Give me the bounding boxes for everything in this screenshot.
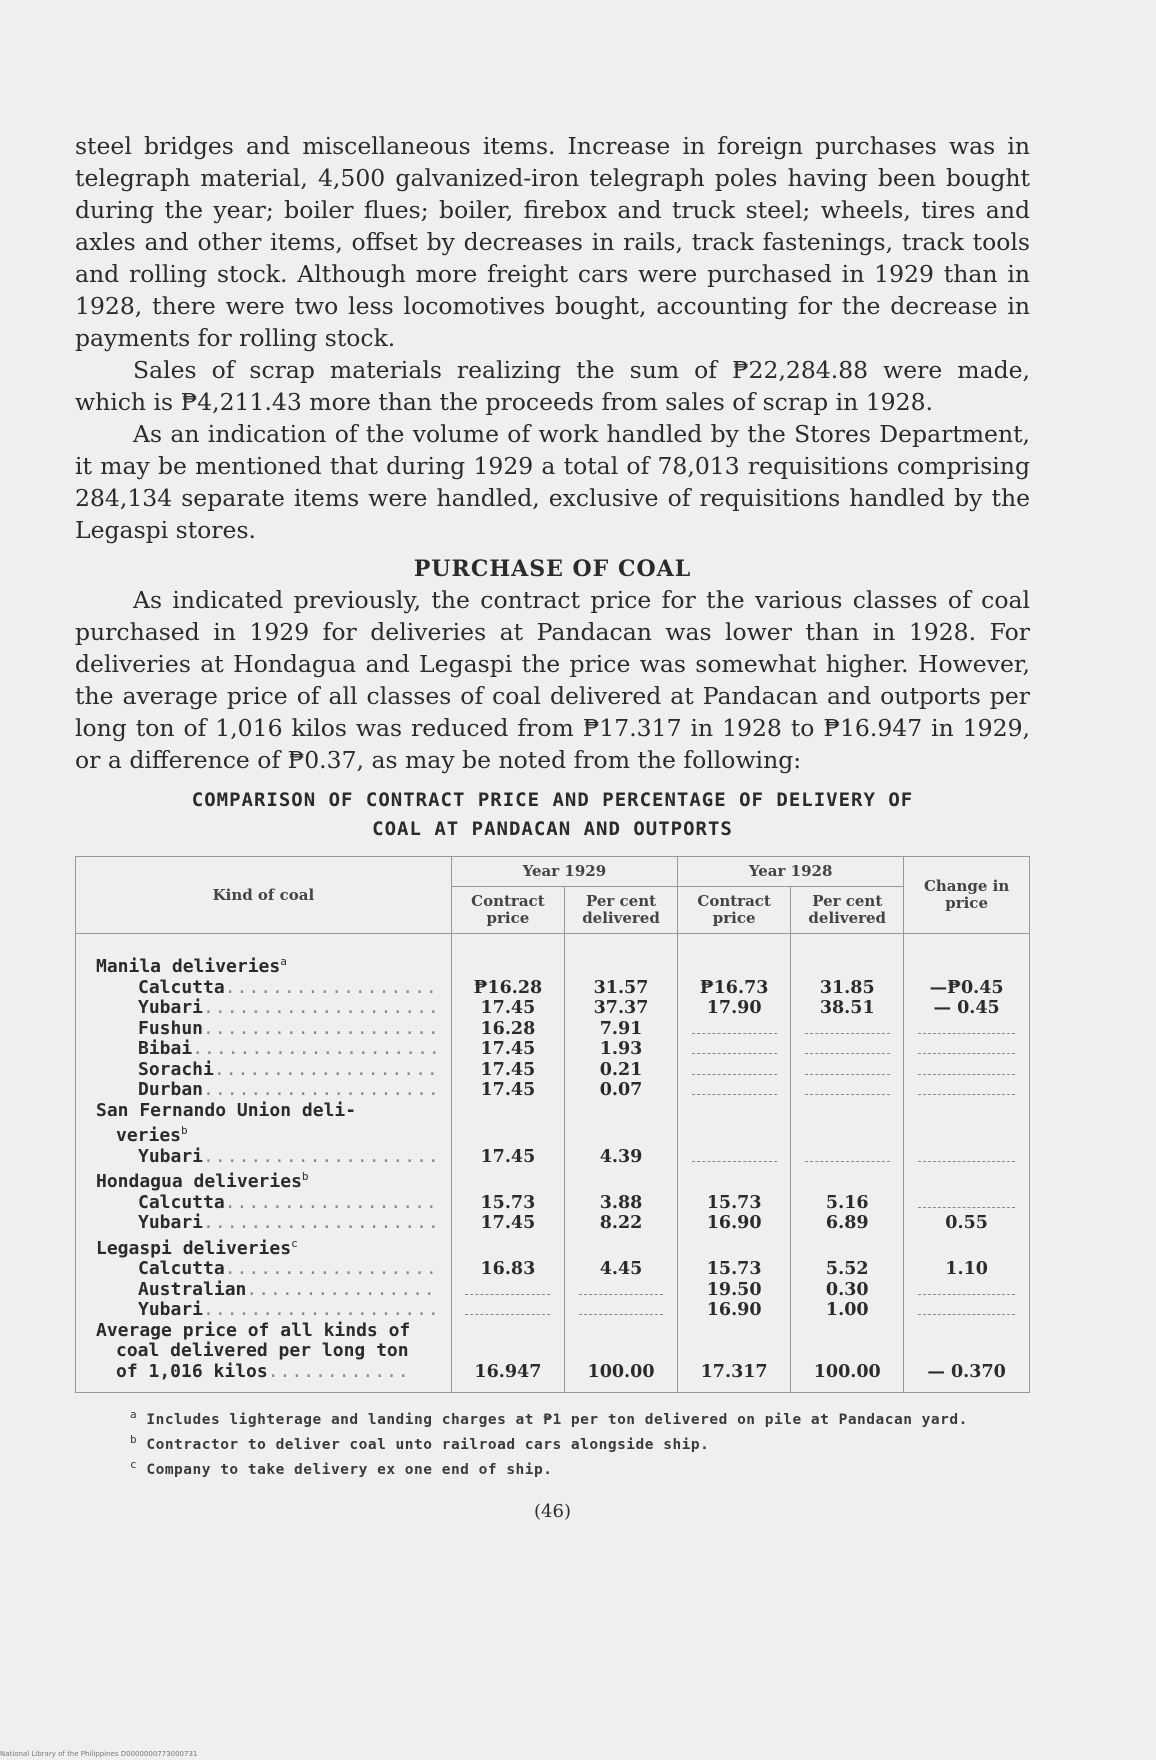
header-contract-price-1928: Contract price [678, 887, 791, 934]
coal-kind-label: Bibai [138, 1038, 193, 1059]
coal-kind-label: Calcutta [138, 1258, 225, 1279]
per-cent-1929: 37.37 [565, 998, 678, 1019]
dash-leader [805, 1151, 890, 1162]
contract-price-1929: 17.45 [451, 998, 564, 1019]
coal-kind-label: veries [116, 1125, 182, 1146]
dot-leader: .................... [203, 1079, 440, 1100]
dash-leader [692, 1043, 777, 1054]
coal-kind-cell [76, 1167, 452, 1193]
coal-kind-label: Legaspi deliveries [96, 1237, 292, 1259]
footnote-mark: c [291, 1236, 298, 1250]
change-in-price [904, 1167, 1030, 1193]
coal-kind-label: Hondagua deliveries [96, 1171, 302, 1192]
change-in-price: — 0.45 [904, 998, 1030, 1019]
section-title: PURCHASE OF COAL [413, 556, 692, 582]
dash-leader [692, 1023, 777, 1034]
dash-leader [805, 1064, 890, 1075]
coal-kind-cell [76, 1147, 452, 1168]
contract-price-1928: 16.90 [678, 1300, 791, 1321]
contract-price-1929: 16.947 [451, 1362, 564, 1393]
change-in-price [904, 1300, 1030, 1321]
dash-leader [579, 1304, 664, 1315]
table-row [76, 1234, 1030, 1260]
change-in-price [904, 1147, 1030, 1168]
per-cent-1928: 6.89 [791, 1213, 904, 1234]
dot-leader: .................... [203, 1017, 440, 1039]
per-cent-1928: 100.00 [791, 1362, 904, 1393]
per-cent-1928 [791, 1101, 904, 1122]
dash-leader [918, 1197, 1014, 1208]
table-row [76, 1019, 1030, 1040]
coal-table-body [76, 934, 1030, 1393]
table-row [76, 1300, 1030, 1321]
contract-price-1929: 17.45 [451, 1147, 564, 1168]
footnotes [75, 1405, 1030, 1479]
table-row [76, 1362, 1030, 1393]
table-row [76, 1193, 1030, 1214]
contract-price-1928: 19.50 [678, 1280, 791, 1301]
coal-table [75, 856, 1030, 1393]
contract-price-1928: 16.90 [678, 1213, 791, 1234]
contract-price-1928 [678, 1341, 791, 1362]
contract-price-1928 [678, 934, 791, 978]
coal-kind-cell [76, 1213, 452, 1234]
contract-price-1928 [678, 1121, 791, 1147]
change-in-price [904, 1060, 1030, 1081]
table-row [76, 1321, 1030, 1342]
contract-price-1928 [678, 1167, 791, 1193]
page [75, 130, 1030, 1522]
per-cent-1929: 31.57 [565, 978, 678, 999]
coal-kind-label: Yubari [138, 1212, 204, 1233]
change-in-price [904, 1080, 1030, 1101]
dash-leader [918, 1043, 1014, 1054]
per-cent-1929 [565, 1280, 678, 1301]
coal-kind-label: Yubari [138, 1299, 204, 1320]
dash-leader [805, 1043, 890, 1054]
contract-price-1929 [451, 1341, 564, 1362]
coal-kind-label: Durban [138, 1079, 204, 1100]
table-row [76, 1213, 1030, 1234]
table-row [76, 1167, 1030, 1193]
per-cent-1929: 7.91 [565, 1019, 678, 1040]
page-number: (46) [534, 1501, 571, 1523]
contract-price-1929 [451, 1321, 564, 1342]
per-cent-1929: 1.93 [565, 1039, 678, 1060]
paragraph-3: As an indication of the volume of work handled by the Stores Department, it may be mentioned that during 1929 a total of 78,013 requisitions comprising 284,134 separate items were handled, exclusive of requisitions handled by the Legaspi stores. [75, 420, 1030, 544]
paragraph-1: steel bridges and miscellaneous items. Increase in foreign purchases was in telegraph material, 4,500 galvanized-iron telegraph poles having been bought during the year; boiler flues; boiler, firebox and truck steel; wheels, tires and axles and other items, offset by decreases in rails, track fastenings, track tools and rolling stock. Although more freight cars were purchased in 1929 than in 1928, there were two less locomotives bought, accounting for the decrease in payments for rolling stock. [75, 132, 1030, 352]
contract-price-1929: 17.45 [451, 1039, 564, 1060]
coal-kind-label: Calcutta [138, 976, 225, 998]
contract-price-1928: ₱16.73 [678, 978, 791, 999]
coal-kind-cell [76, 1121, 452, 1147]
dash-leader [805, 1084, 890, 1095]
table-row [76, 1280, 1030, 1301]
dot-leader: .................... [203, 1212, 440, 1233]
table-row [76, 1039, 1030, 1060]
coal-kind-cell [76, 934, 452, 978]
dot-leader: ............ [267, 1360, 410, 1382]
coal-kind-cell [76, 1259, 452, 1280]
per-cent-1929: 0.21 [565, 1060, 678, 1081]
contract-price-1929 [451, 1167, 564, 1193]
change-in-price [904, 1341, 1030, 1362]
contract-price-1929 [451, 1300, 564, 1321]
change-in-price [904, 1321, 1030, 1342]
per-cent-1929 [565, 1300, 678, 1321]
contract-price-1929: 15.73 [451, 1193, 564, 1214]
coal-kind-cell [76, 1039, 452, 1060]
header-change: Change in price [904, 857, 1030, 934]
per-cent-1928: 38.51 [791, 998, 904, 1019]
dot-leader: .................. [224, 1191, 438, 1213]
header-year-1929: Year 1929 [451, 857, 677, 887]
table-row [76, 998, 1030, 1019]
table-row [76, 1341, 1030, 1362]
dash-leader [579, 1284, 664, 1295]
per-cent-1929 [565, 1341, 678, 1362]
change-in-price [904, 1193, 1030, 1214]
contract-price-1928 [678, 1147, 791, 1168]
paragraph-2: Sales of scrap materials realizing the sum of ₱22,284.88 were made, which is ₱4,211.43 more than the proceeds from sales of scrap in 1928. [75, 356, 1030, 416]
contract-price-1929: 16.83 [451, 1259, 564, 1280]
contract-price-1928 [678, 1060, 791, 1081]
contract-price-1929: 17.45 [451, 1213, 564, 1234]
contract-price-1929 [451, 1121, 564, 1147]
table-row [76, 934, 1030, 978]
per-cent-1929 [565, 1101, 678, 1122]
dash-leader [692, 1084, 777, 1095]
header-year-1928: Year 1928 [678, 857, 904, 887]
per-cent-1928 [791, 1080, 904, 1101]
per-cent-1928 [791, 1019, 904, 1040]
contract-price-1928 [678, 1321, 791, 1342]
coal-kind-cell [76, 1321, 452, 1342]
coal-kind-cell [76, 1193, 452, 1214]
coal-kind-label: San Fernando Union deli- [96, 1099, 357, 1121]
dot-leader: .................. [224, 1258, 438, 1279]
coal-kind-cell [76, 1362, 452, 1393]
per-cent-1928 [791, 1060, 904, 1081]
coal-kind-cell [76, 1060, 452, 1081]
contract-price-1928: 17.317 [678, 1362, 791, 1393]
per-cent-1928 [791, 1341, 904, 1362]
per-cent-1928 [791, 1121, 904, 1147]
coal-kind-cell [76, 1280, 452, 1301]
per-cent-1928: 5.16 [791, 1193, 904, 1214]
dot-leader: .................. [224, 976, 438, 998]
per-cent-1929 [565, 1234, 678, 1260]
table-title-line1: COMPARISON OF CONTRACT PRICE AND PERCENTAGE OF DELIVERY OF [191, 789, 914, 811]
dot-leader: .................... [203, 997, 440, 1018]
table-row [76, 1121, 1030, 1147]
dash-leader [918, 1064, 1014, 1075]
per-cent-1928 [791, 1321, 904, 1342]
table-row [76, 978, 1030, 999]
change-in-price: — 0.370 [904, 1362, 1030, 1393]
dash-leader [692, 1151, 777, 1162]
coal-kind-label: Fushun [138, 1017, 204, 1039]
contract-price-1929 [451, 1280, 564, 1301]
coal-kind-cell [76, 1341, 452, 1362]
contract-price-1929: ₱16.28 [451, 978, 564, 999]
coal-kind-cell [76, 1019, 452, 1040]
table-row [76, 1147, 1030, 1168]
dash-leader [918, 1151, 1014, 1162]
coal-kind-cell [76, 1101, 452, 1122]
contract-price-1928: 15.73 [678, 1193, 791, 1214]
per-cent-1929: 8.22 [565, 1213, 678, 1234]
coal-paragraph: As indicated previously, the contract price for the various classes of coal purchased in 1929 for deliveries at Pandacan was lower than in 1928. For deliveries at Hondagua and Legaspi the price was somewhat higher. However, the average price of all classes of coal delivered at Pandacan and outports per long ton of 1,016 kilos was reduced from ₱17.317 in 1928 to ₱16.947 in 1929, or a difference of ₱0.37, as may be noted from the following: [75, 586, 1030, 774]
coal-kind-cell [76, 978, 452, 999]
coal-kind-label: coal delivered per long ton [116, 1340, 409, 1361]
footnote-c: $^c$ Company to take delivery ex one end of ship. [130, 1457, 553, 1478]
header-per-cent-1929: Per cent delivered [565, 887, 678, 934]
footnote-b: $^b$ Contractor to deliver coal unto railroad cars alongside ship. [130, 1432, 710, 1453]
per-cent-1928: 31.85 [791, 978, 904, 999]
dash-leader [918, 1084, 1014, 1095]
dash-leader [805, 1023, 890, 1034]
dot-leader: .................... [203, 1145, 440, 1167]
contract-price-1928 [678, 1080, 791, 1101]
change-in-price [904, 1101, 1030, 1122]
table-row [76, 1259, 1030, 1280]
per-cent-1929: 4.39 [565, 1147, 678, 1168]
table-title-line2: COAL AT PANDACAN AND OUTPORTS [372, 818, 733, 840]
coal-kind-cell [76, 1234, 452, 1260]
contract-price-1929: 17.45 [451, 1060, 564, 1081]
dot-leader: .................... [203, 1299, 440, 1320]
dash-leader [465, 1304, 550, 1315]
contract-price-1928 [678, 1101, 791, 1122]
coal-kind-label: Yubari [138, 997, 204, 1018]
dash-leader [465, 1284, 550, 1295]
contract-price-1929 [451, 934, 564, 978]
footnote-a: $^a$ Includes lighterage and landing charges at ₱1 per ton delivered on pile at Pandacan yard. [130, 1408, 968, 1428]
change-in-price [904, 1234, 1030, 1260]
dash-leader [692, 1064, 777, 1075]
footnote-mark: a [280, 955, 287, 968]
coal-kind-label: Average price of all kinds of [96, 1319, 411, 1341]
contract-price-1928 [678, 1019, 791, 1040]
coal-kind-cell [76, 1300, 452, 1321]
footer-note: National Library of the Philippines D0000000773000731 [0, 1750, 198, 1758]
table-row [76, 1101, 1030, 1122]
contract-price-1929 [451, 1234, 564, 1260]
contract-price-1928 [678, 1039, 791, 1060]
change-in-price [904, 1121, 1030, 1147]
change-in-price [904, 1280, 1030, 1301]
dash-leader [918, 1284, 1014, 1295]
change-in-price: 1.10 [904, 1259, 1030, 1280]
coal-kind-label: of 1,016 kilos [116, 1360, 268, 1382]
contract-price-1929 [451, 1101, 564, 1122]
contract-price-1929: 16.28 [451, 1019, 564, 1040]
dash-leader [918, 1304, 1014, 1315]
per-cent-1929 [565, 1167, 678, 1193]
per-cent-1928 [791, 1147, 904, 1168]
change-in-price: 0.55 [904, 1213, 1030, 1234]
header-contract-price-1929: Contract price [451, 887, 564, 934]
coal-kind-label: Australian [138, 1278, 247, 1300]
dash-leader [918, 1023, 1014, 1034]
per-cent-1929 [565, 1121, 678, 1147]
change-in-price [904, 1039, 1030, 1060]
footnote-mark: b [181, 1124, 188, 1137]
per-cent-1929: 3.88 [565, 1193, 678, 1214]
coal-kind-cell [76, 1080, 452, 1101]
header-per-cent-1928: Per cent delivered [791, 887, 904, 934]
table-row [76, 1060, 1030, 1081]
header-kind: Kind of coal [76, 857, 452, 934]
contract-price-1928: 17.90 [678, 998, 791, 1019]
per-cent-1929 [565, 934, 678, 978]
per-cent-1928 [791, 1039, 904, 1060]
per-cent-1928 [791, 1167, 904, 1193]
change-in-price [904, 934, 1030, 978]
dot-leader: ..................... [192, 1038, 441, 1059]
table-row [76, 1080, 1030, 1101]
change-in-price: —₱0.45 [904, 978, 1030, 999]
per-cent-1929: 100.00 [565, 1362, 678, 1393]
per-cent-1928 [791, 934, 904, 978]
contract-price-1929: 17.45 [451, 1080, 564, 1101]
per-cent-1929: 0.07 [565, 1080, 678, 1101]
per-cent-1928: 0.30 [791, 1280, 904, 1301]
coal-kind-cell [76, 998, 452, 1019]
table-title [75, 786, 1030, 844]
per-cent-1928: 1.00 [791, 1300, 904, 1321]
coal-kind-label: Yubari [138, 1145, 204, 1167]
contract-price-1928 [678, 1234, 791, 1260]
contract-price-1928: 15.73 [678, 1259, 791, 1280]
coal-kind-label: Sorachi [138, 1058, 214, 1080]
per-cent-1929: 4.45 [565, 1259, 678, 1280]
coal-kind-label: Manila deliveries [96, 956, 281, 977]
dot-leader: ................ [246, 1278, 436, 1300]
per-cent-1928: 5.52 [791, 1259, 904, 1280]
change-in-price [904, 1019, 1030, 1040]
footnote-mark: b [301, 1170, 309, 1183]
per-cent-1928 [791, 1234, 904, 1260]
dot-leader: ................... [213, 1058, 439, 1080]
coal-kind-label: Calcutta [138, 1191, 225, 1213]
per-cent-1929 [565, 1321, 678, 1342]
